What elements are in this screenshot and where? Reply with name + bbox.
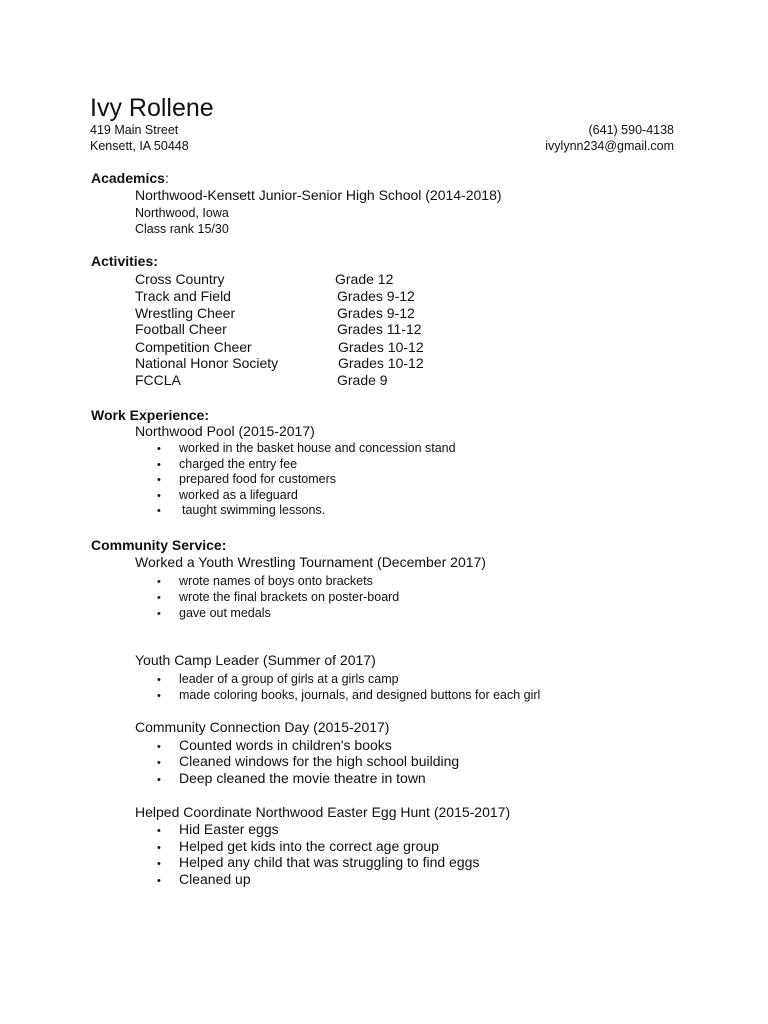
bullet-icon: •	[157, 576, 161, 588]
school-name: Northwood-Kensett Junior-Senior High School (2014-2018)	[135, 187, 502, 203]
activity-name: National Honor Society	[135, 355, 279, 371]
list-item	[157, 573, 373, 590]
list-item	[157, 871, 251, 890]
activity-grades: Grades 9-12	[337, 305, 415, 321]
activity-name: Cross Country	[135, 271, 225, 287]
list-item	[157, 671, 399, 688]
activity-grades: Grade 9	[337, 372, 388, 388]
work-experience-heading: Work Experience:	[91, 407, 210, 423]
activity-grades: Grade 12	[335, 271, 394, 287]
list-item-text: Cleaned up	[179, 871, 251, 887]
bullet-icon: •	[157, 505, 161, 517]
activity-name: Track and Field	[135, 288, 231, 304]
bullet-icon: •	[157, 774, 161, 786]
list-item-text: charged the entry fee	[179, 457, 298, 471]
bullet-icon: •	[157, 690, 161, 702]
service-entry-title: Community Connection Day (2015-2017)	[135, 719, 390, 735]
bullet-icon: •	[157, 608, 161, 620]
class-rank: Class rank 15/30	[135, 222, 229, 236]
list-item	[157, 471, 336, 488]
bullet-icon: •	[157, 858, 161, 870]
list-item-text: made coloring books, journals, and designed buttons for each girl	[179, 688, 541, 702]
academics-heading-colon: :	[164, 170, 169, 186]
list-item	[157, 605, 271, 622]
bullet-icon: •	[157, 875, 161, 887]
academics-heading	[91, 169, 169, 187]
service-entry-title: Helped Coordinate Northwood Easter Egg Hunt (2015-2017)	[135, 804, 511, 820]
bullet-icon: •	[157, 674, 161, 686]
bullet-icon: •	[157, 474, 161, 486]
address-line-1: 419 Main Street	[90, 123, 179, 137]
list-item-text: Counted words in children's books	[179, 737, 392, 753]
list-item	[157, 589, 399, 606]
activity-name: Football Cheer	[135, 321, 227, 337]
list-item-text: Hid Easter eggs	[179, 821, 279, 837]
list-item	[157, 687, 540, 704]
list-item-text: taught swimming lessons.	[182, 503, 326, 517]
activity-grades: Grades 10-12	[338, 339, 424, 355]
bullet-icon: •	[157, 757, 161, 769]
list-item-text: leader of a group of girls at a girls camp	[179, 672, 399, 686]
list-item-text: wrote the final brackets on poster-board	[179, 590, 400, 604]
list-item-text: wrote names of boys onto brackets	[179, 574, 373, 588]
resume-name: Ivy Rollene	[90, 94, 214, 122]
activity-name: Competition Cheer	[135, 339, 252, 355]
bullet-icon: •	[157, 459, 161, 471]
service-entry-title: Worked a Youth Wrestling Tournament (December 2017)	[135, 554, 486, 570]
activity-name: FCCLA	[135, 372, 181, 388]
list-item-text: Deep cleaned the movie theatre in town	[179, 770, 426, 786]
list-item	[157, 440, 456, 457]
list-item	[157, 770, 426, 789]
bullet-icon: •	[157, 842, 161, 854]
activity-name: Wrestling Cheer	[135, 305, 236, 321]
list-item-text: prepared food for customers	[179, 472, 337, 486]
list-item	[157, 502, 325, 519]
bullet-icon: •	[157, 490, 161, 502]
list-item-text: Helped get kids into the correct age group	[179, 838, 439, 854]
activity-grades: Grades 9-12	[337, 288, 415, 304]
academics-heading-text: Academics	[91, 170, 165, 186]
list-item-text: Helped any child that was struggling to find eggs	[179, 854, 480, 870]
community-service-heading: Community Service:	[91, 537, 227, 553]
bullet-icon: •	[157, 592, 161, 604]
list-item-text: worked in the basket house and concession stand	[179, 441, 456, 455]
job-title: Northwood Pool (2015-2017)	[135, 423, 315, 439]
bullet-icon: •	[157, 825, 161, 837]
list-item-text: gave out medals	[179, 606, 271, 620]
list-item-text: Cleaned windows for the high school building	[179, 753, 460, 769]
activity-grades: Grades 10-12	[338, 355, 424, 371]
school-location: Northwood, Iowa	[135, 206, 229, 220]
list-item-text: worked as a lifeguard	[179, 488, 298, 502]
phone-number: (641) 590-4138	[588, 123, 674, 137]
email-address: ivylynn234@gmail.com	[545, 139, 674, 153]
service-entry-title: Youth Camp Leader (Summer of 2017)	[135, 652, 376, 668]
activities-heading: Activities:	[91, 253, 158, 269]
address-line-2: Kensett, IA 50448	[90, 139, 189, 153]
bullet-icon: •	[157, 741, 161, 753]
bullet-icon: •	[157, 443, 161, 455]
activity-grades: Grades 11-12	[337, 321, 422, 337]
